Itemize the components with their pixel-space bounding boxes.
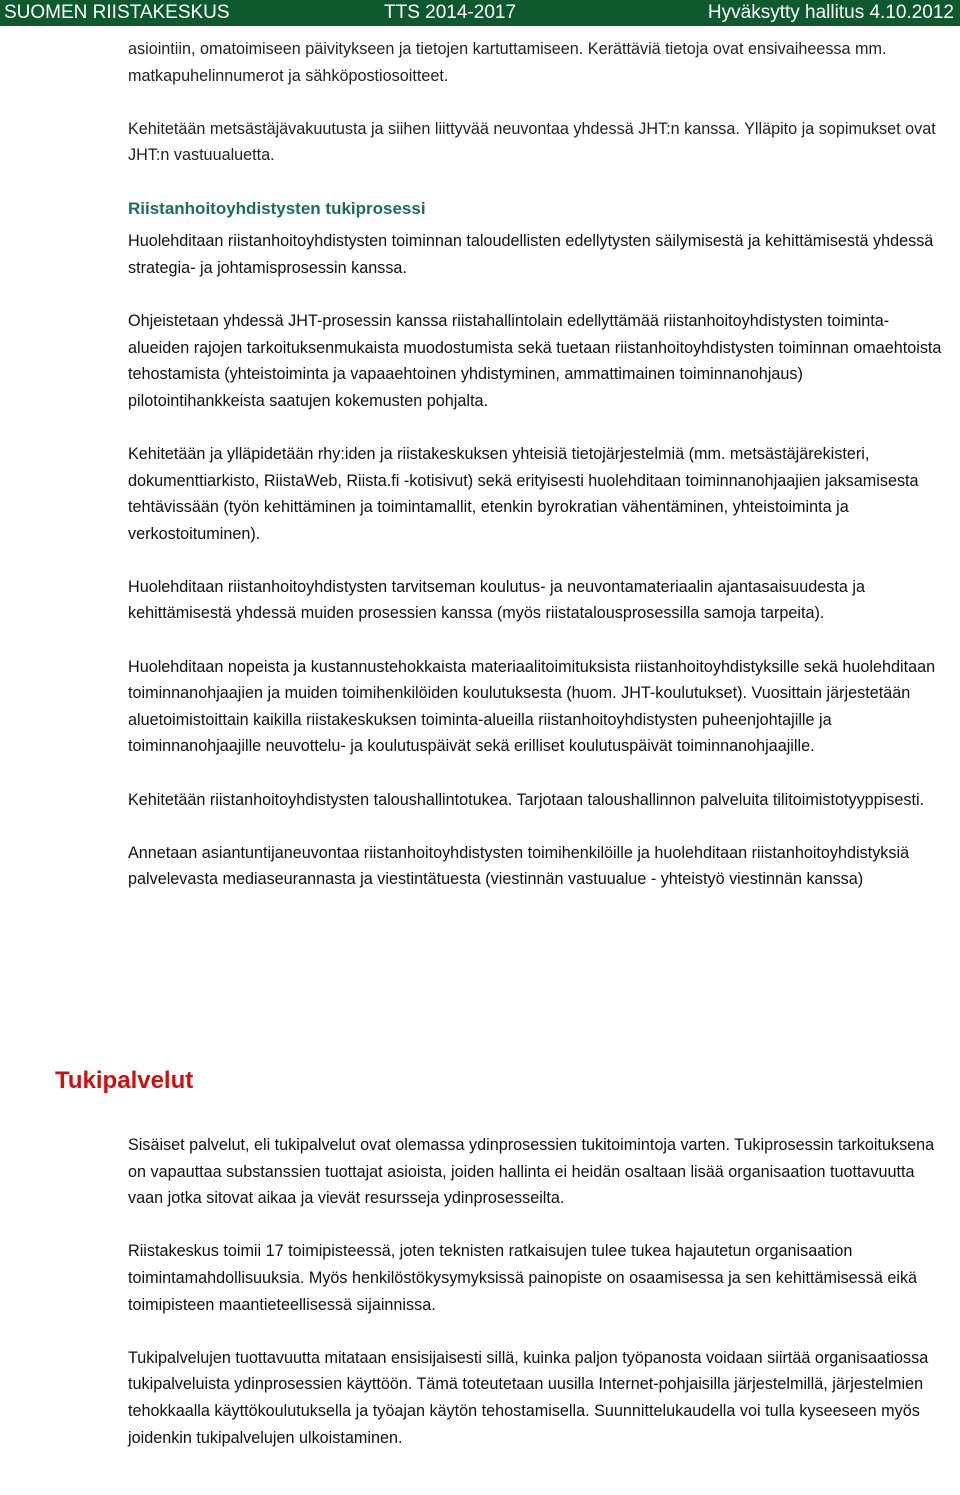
intro-paragraph-2: Kehitetään metsästäjävakuutusta ja siihen liittyvää neuvontaa yhdessä JHT:n kanssa. Ylläpito ja sopimukset ovat JHT:n vastuualuetta. bbox=[128, 119, 936, 165]
support-services-content bbox=[128, 1132, 943, 1451]
rhy-paragraph: Huolehditaan riistanhoitoyhdistysten tarvitseman koulutus- ja neuvontamateriaalin ajantasaisuudesta ja kehittämisestä yhdessä muiden prosessien kanssa (myös riistatalousprosessilla samoja tarpeita). bbox=[128, 577, 865, 623]
rhy-support-heading: Riistanhoitoyhdistysten tukiprosessi bbox=[128, 198, 426, 218]
rhy-paragraph: Huolehditaan nopeista ja kustannustehokkaista materiaalitoimituksista riistanhoitoyhdistyksille sekä huolehditaan toiminnanohjaajien ja muiden toimihenkilöiden koulutuksesta (huom. JHT-koulutukset). Vuosittain järjestetään aluetoimistoittain kaikilla riistakeskuksen toiminta-alueilla riistanhoitoyhdistysten puheenjohtajille ja toiminnanohjaajille neuvottelu- ja koulutuspäivät sekä erilliset koulutuspäivät toiminnanohjaajille. bbox=[128, 657, 936, 756]
header-organization: SUOMEN RIISTAKESKUS bbox=[4, 2, 230, 23]
main-content bbox=[128, 36, 943, 893]
header-approval: Hyväksytty hallitus 4.10.2012 bbox=[707, 2, 954, 23]
rhy-paragraph: Huolehditaan riistanhoitoyhdistysten toiminnan taloudellisten edellytysten säilymisestä ja kehittämisestä yhdessä strategia- ja johtamisprosessin kanssa. bbox=[128, 232, 934, 277]
rhy-paragraph: Kehitetään riistanhoitoyhdistysten taloushallintotukea. Tarjotaan taloushallinnon palveluita tilitoimistotyyppisesti. bbox=[128, 790, 925, 809]
rhy-paragraph: Kehitetään ja ylläpidetään rhy:iden ja riistakeskuksen yhteisiä tietojärjestelmiä (mm. metsästäjärekisteri, dokumenttiarkisto, RiistaWeb, Riista.fi -kotisivut) sekä erityisesti huolehditaan toiminnanohjaajien jaksamisesta tehtävissään (työn kehittäminen ja toimintamallit, etenkin byrokratian vähentäminen, yhteistoiminta ja verkostoituminen). bbox=[128, 444, 919, 543]
support-paragraph: Sisäiset palvelut, eli tukipalvelut ovat olemassa ydinprosessien tukitoimintoja varten. Tukiprosessin tarkoituksena on vapauttaa substanssien tuottajat asioista, joiden hallinta ei heidän osaltaan lisää organisaation tuottavuutta vaan jotka sitovat aikaa ja vievät resursseja ydinprosesseilta. bbox=[128, 1136, 935, 1208]
intro-paragraph-1: asiointiin, omatoimiseen päivitykseen ja tietojen kartuttamiseen. Kerättäviä tietoja ovat ensivaiheessa mm. matkapuhelinnumerot ja sähköpostiosoitteet. bbox=[128, 40, 887, 85]
support-paragraph: Riistakeskus toimii 17 toimipisteessä, joten teknisten ratkaisujen tulee tukea hajautetun organisaation toimintamahdollisuuksia. Myös henkilöstökysymyksissä painopiste on osaamisessa ja sen kehittämisessä eikä toimipisteen maantieteellisessä sijainnissa. bbox=[128, 1242, 918, 1314]
support-paragraph: Tukipalvelujen tuottavuutta mitataan ensisijaisesti sillä, kuinka paljon työpanosta voidaan siirtää organisaatiossa tukipalveluista ydinprosessien käyttöön. Tämä toteutetaan uusilla Internet-pohjaisilla järjestelmillä, järjestelmien tehokkaalla käyttökoulutuksella ja työajan käytön tehostamisella. Suunnittelukaudella voi tulla kyseeseen myös joidenkin tukipalvelujen ulkoistaminen. bbox=[128, 1348, 929, 1447]
support-services-title: Tukipalvelut bbox=[55, 1067, 194, 1094]
header-period: TTS 2014-2017 bbox=[384, 2, 517, 23]
page-header bbox=[0, 0, 960, 26]
rhy-paragraph: Annetaan asiantuntijaneuvontaa riistanhoitoyhdistysten toimihenkilöille ja huolehditaan riistanhoitoyhdistyksiä palvelevasta mediaseurannasta ja viestintätuesta (viestinnän vastuualue - yhteistyö viestinnän kanssa) bbox=[128, 843, 910, 889]
rhy-paragraph: Ohjeistetaan yhdessä JHT-prosessin kanssa riistahallintolain edellyttämää riistanhoitoyhdistysten toiminta-alueiden rajojen tarkoituksenmukaista muodostumista sekä tuetaan riistanhoitoyhdistysten toiminnan omaehtoista tehostamista (yhteistoiminta ja vapaaehtoinen yhdistyminen, ammattimainen toiminnanohjaus) pilotointihankkeista saatujen kokemusten pohjalta. bbox=[128, 311, 942, 410]
